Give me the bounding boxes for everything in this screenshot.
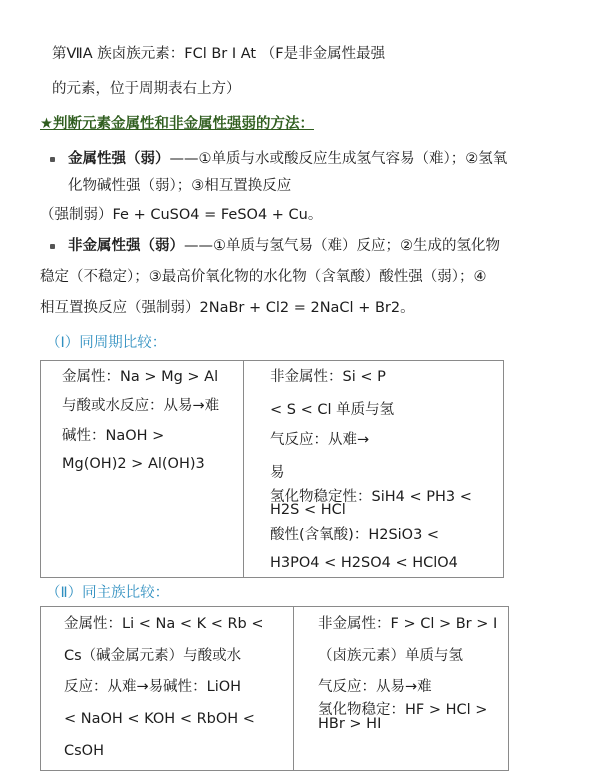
metal-label: 金属性强（弱） (68, 151, 170, 167)
intro-line-2: 的元素，位于周期表右上方） (52, 81, 241, 97)
period-left-2: 与酸或水反应：从易→难 (62, 398, 220, 414)
nonmetal-line-3: 相互置换反应（强制弱）2NaBr + Cl2 = 2NaCl + Br2。 (40, 300, 415, 316)
metal-line-2: 化物碱性强（弱）；③相互置换反应 (68, 178, 292, 194)
intro-line-1: 第ⅦA 族卤族元素：FCl Br I At （F是非金属性最强 (52, 46, 386, 62)
group-right-1: 非金属性：F > Cl > Br > I (318, 616, 498, 632)
group-left-2: Cs（碱金属元素）与酸或水 (64, 648, 242, 664)
methods-heading: ★判断元素金属性和非金属性强弱的方法： (40, 116, 314, 132)
period-right-2: < S < Cl 单质与氢 (270, 402, 395, 418)
period-right-7: 酸性(含氧酸)：H2SiO3 < (270, 527, 440, 543)
table-divider (243, 360, 244, 578)
group-comparison-title: （Ⅱ）同主族比较： (46, 585, 170, 601)
period-right-8: H3PO4 < H2SO4 < HClO4 (270, 555, 458, 571)
group-left-3: 反应：从难→易碱性：LiOH (64, 679, 242, 695)
period-right-5: 氢化物稳定性：SiH4 < PH3 < (270, 489, 472, 505)
group-left-1: 金属性：Li < Na < K < Rb < (64, 616, 264, 632)
group-right-3: 气反应：从易→难 (318, 679, 432, 695)
metal-line-1 (68, 149, 507, 169)
nonmetal-line-1-text: ——①单质与氢气易（难）反应；②生成的氢化物 (184, 238, 500, 254)
bullet-icon (50, 244, 55, 249)
group-right-2: （卤族元素）单质与氢 (318, 648, 463, 664)
group-left-4: < NaOH < KOH < RbOH < (64, 711, 255, 727)
period-right-4: 易 (270, 465, 285, 481)
group-right-4: 氢化物稳定：HF > HCl > (318, 702, 488, 718)
period-comparison-title: （Ⅰ）同周期比较： (46, 335, 167, 351)
nonmetal-label: 非金属性强（弱） (68, 238, 184, 254)
group-left-5: CsOH (64, 743, 104, 759)
period-left-1: 金属性：Na > Mg > Al (62, 369, 219, 385)
period-left-3: 碱性：NaOH > (62, 428, 165, 444)
nonmetal-line-1 (68, 236, 500, 256)
period-right-3: 气反应：从难→ (270, 432, 370, 448)
period-right-1: 非金属性：Si < P (270, 369, 386, 385)
group-right-5: HBr > HI (318, 716, 382, 732)
period-left-4: Mg(OH)2 > Al(OH)3 (62, 456, 205, 472)
period-right-6: H2S < HCl (270, 502, 346, 518)
metal-line-3: （强制弱）Fe + CuSO4 = FeSO4 + Cu。 (40, 207, 323, 223)
nonmetal-line-2: 稳定（不稳定）；③最高价氧化物的水化物（含氧酸）酸性强（弱）；④ (40, 269, 487, 285)
metal-line-1-text: ——①单质与水或酸反应生成氢气容易（难）；②氢氧 (169, 151, 508, 167)
table-divider (293, 606, 294, 771)
bullet-icon (50, 157, 55, 162)
